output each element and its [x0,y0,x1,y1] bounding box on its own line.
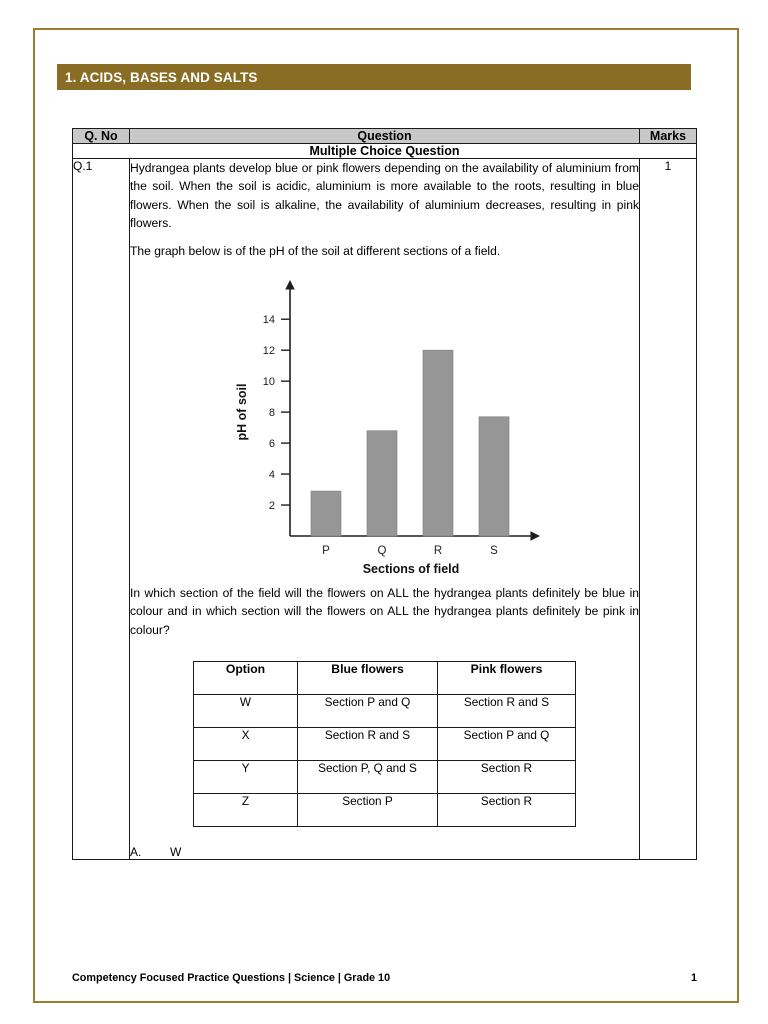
options-cell-3: Section R [438,794,576,827]
answer-marker: A. [130,845,142,859]
x-tick-label-P: P [321,544,330,557]
question-paragraph-1: Hydrangea plants develop blue or pink flowers depending on the availability of aluminium from the soil. When the soil is acidic, aluminium is more available to the roots, resulting in blue flowers. When the soil is alkaline, the availability of aluminium decreases, resulting in pink flowers. [130,161,639,231]
table-row [73,159,697,860]
options-cell-1: Z [194,794,298,827]
options-row[interactable] [194,728,576,761]
options-row[interactable] [194,794,576,827]
options-cell-2: Section P, Q and S [298,761,438,794]
options-body [194,695,576,827]
options-cell-2: Section P [298,794,438,827]
chapter-title-bar [57,64,691,90]
y-tick-label: 2 [268,499,275,512]
bar-chart-svg [220,278,550,578]
table-header-row [73,129,697,144]
y-tick-label: 4 [268,468,275,481]
bar-S [479,417,509,536]
question-paragraph-2: The graph below is of the pH of the soil at different sections of a field. [130,243,501,258]
options-table-wrapper [130,661,639,827]
footer-page-number: 1 [690,972,697,984]
options-cell-1: X [194,728,298,761]
y-axis-ticks [262,314,289,512]
bar-chart [130,278,639,578]
marks-value: 1 [640,159,697,860]
options-header-cell-1: Option [194,662,298,695]
header-marks: Marks [640,129,697,144]
x-axis-title: Sections of field [362,561,459,576]
y-tick-label: 12 [262,345,275,358]
options-table [193,661,576,827]
y-tick-label: 10 [262,376,275,389]
bar-Q [367,431,397,536]
options-cell-3: Section P and Q [438,728,576,761]
y-tick-label: 6 [268,437,275,450]
bar-P [311,491,341,536]
options-header-row [194,662,576,695]
options-header-cell-3: Pink flowers [438,662,576,695]
x-tick-label-Q: Q [377,544,386,557]
y-tick-label: 14 [262,314,275,327]
bar-R [423,350,453,536]
options-cell-1: Y [194,761,298,794]
section-heading-row [73,144,697,159]
options-cell-3: Section R [438,761,576,794]
bars-group [311,350,509,536]
question-table [72,128,697,860]
page-footer [72,972,697,984]
chapter-title: 1. ACIDS, BASES AND SALTS [65,69,258,85]
options-cell-2: Section P and Q [298,695,438,728]
x-tick-label-R: R [433,544,442,557]
footer-text: Competency Focused Practice Questions | Science | Grade 10 [72,972,391,984]
y-tick-label: 8 [268,407,275,420]
question-prompt: In which section of the field will the flowers on ALL the hydrangea plants definitely be blue in colour and in which section will the flowers on ALL the hydrangea plants definitely be pink in colour? [130,585,639,637]
question-body [130,159,640,860]
options-cell-1: W [194,695,298,728]
y-axis-title: pH of soil [234,383,249,441]
options-cell-3: Section R and S [438,695,576,728]
options-row[interactable] [194,761,576,794]
options-row[interactable] [194,695,576,728]
header-question: Question [130,129,640,144]
x-tick-label-S: S [489,544,498,557]
options-header-cell-2: Blue flowers [298,662,438,695]
answer-value: W [170,845,182,859]
header-qno: Q. No [73,129,130,144]
x-axis-tick-labels [322,545,498,557]
answer-line [130,845,639,859]
options-cell-2: Section R and S [298,728,438,761]
section-heading-label: Multiple Choice Question [73,144,697,159]
question-number: Q.1 [73,159,130,860]
